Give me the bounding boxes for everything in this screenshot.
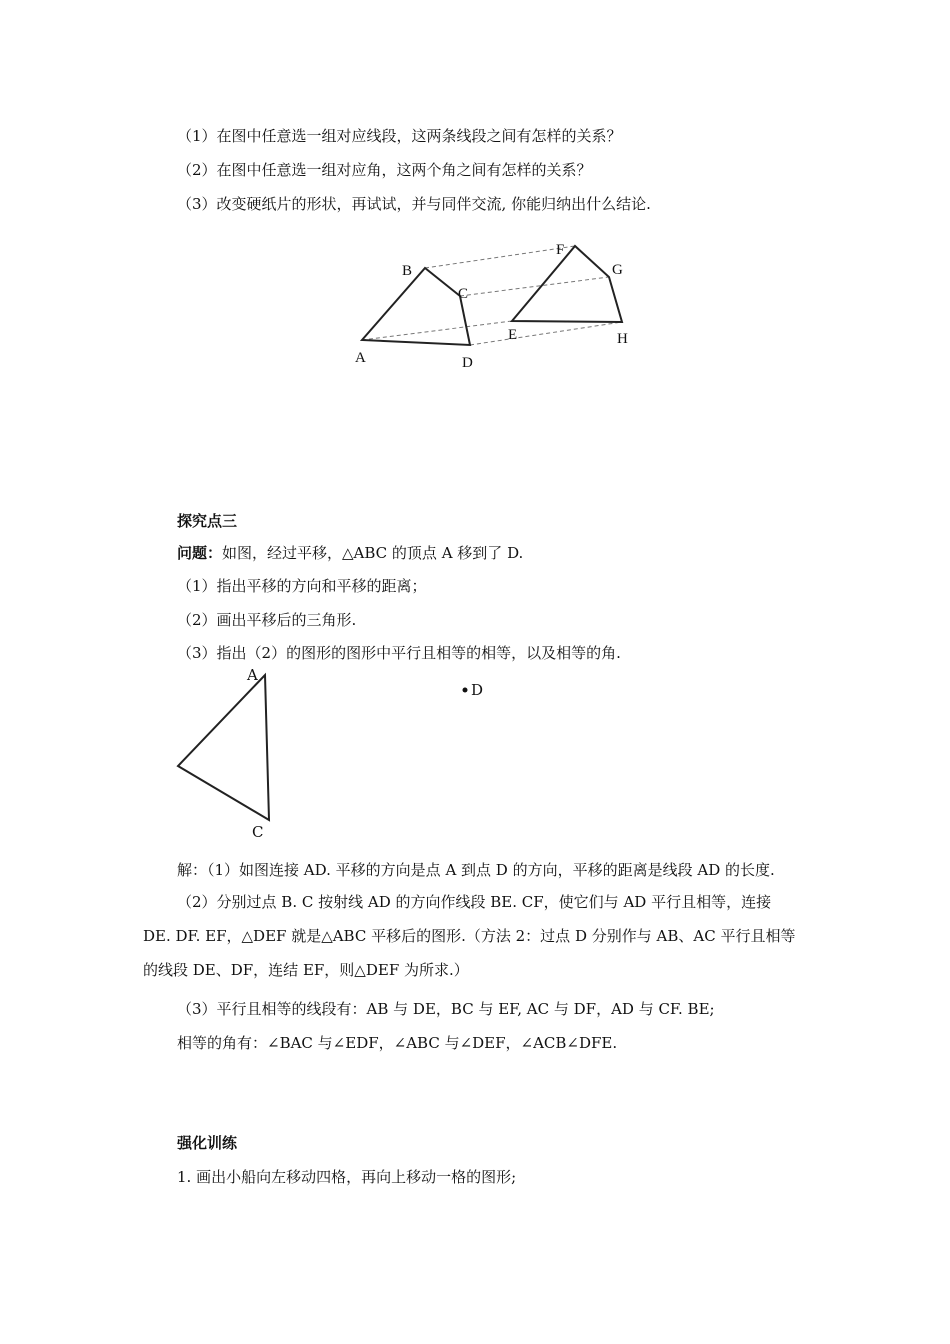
training-item-1: 1. 画出小船向左移动四格，再向上移动一格的图形;: [177, 1168, 517, 1186]
solution-line-2: （2）分别过点 B. C 按射线 AD 的方向作线段 BE. CF，使它们与 AD 平行且相等，连接: [177, 893, 772, 911]
label-a: A: [355, 350, 366, 366]
quadrilateral-abcd: [362, 268, 470, 345]
problem-statement: [177, 543, 523, 563]
label-e: E: [508, 327, 518, 343]
section-heading-explore-3: 探究点三: [177, 512, 238, 530]
solution-line-1: 解：（1）如图连接 AD. 平移的方向是点 A 到点 D 的方向，平移的距离是线段 AD 的长度.: [177, 861, 775, 879]
sub-question-2: （2）画出平移后的三角形.: [177, 611, 357, 629]
solution-line-5: （3）平行且相等的线段有：AB 与 DE，BC 与 EF, AC 与 DF，AD 与 CF. BE;: [177, 1000, 715, 1018]
label-g: G: [612, 262, 623, 278]
label-h: H: [617, 331, 628, 347]
sub-question-3: （3）指出（2）的图形的图形中平行且相等的相等，以及相等的角.: [177, 644, 621, 662]
label-c: C: [458, 286, 469, 302]
section-heading-training: 强化训练: [177, 1134, 238, 1152]
label-a2: A: [247, 666, 258, 684]
problem-label: 问题：: [177, 544, 223, 562]
question-1: （1）在图中任意选一组对应线段，这两条线段之间有怎样的关系？: [177, 127, 622, 145]
question-2: （2）在图中任意选一组对应角，这两个角之间有怎样的关系？: [177, 161, 592, 179]
question-3: （3）改变硬纸片的形状，再试试，并与同伴交流, 你能归纳出什么结论.: [177, 195, 651, 213]
quadrilateral-efgh: [512, 246, 622, 322]
solution-line-4: 的线段 DE、DF，连结 EF，则△DEF 为所求.）: [143, 961, 469, 979]
solution-line-3: DE. DF. EF，△DEF 就是△ABC 平移后的图形.（方法 2：过点 D 分别作与 AB、AC 平行且相等: [143, 927, 796, 945]
solution-line-6: 相等的角有：∠BAC 与∠EDF，∠ABC 与∠DEF，∠ACB∠DFE.: [177, 1034, 618, 1052]
label-b: B: [402, 263, 413, 279]
label-c2: C: [252, 823, 264, 841]
problem-text: 如图，经过平移，△ABC 的顶点 A 移到了 D.: [222, 544, 524, 562]
sub-question-1: （1）指出平移的方向和平移的距离；: [177, 577, 427, 595]
label-f: F: [556, 242, 565, 258]
label-d2: D: [471, 681, 484, 699]
label-d: D: [462, 355, 473, 371]
